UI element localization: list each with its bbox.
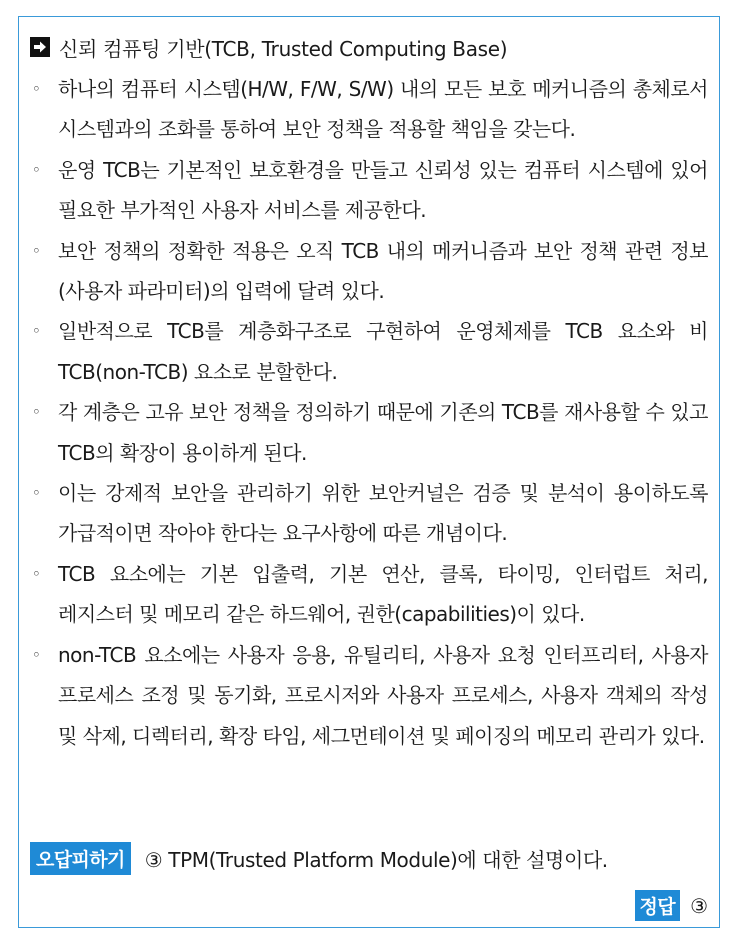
- list-item-text: 하나의 컴퓨터 시스템(H/W, F/W, S/W) 내의 모든 보호 메커니즘의 총체로서 시스템과의 조화를 통하여 보안 정책을 적용할 책임을 갖는다.: [58, 77, 708, 142]
- answer-value: ③: [690, 893, 708, 918]
- bullet-list: [30, 69, 720, 756]
- wrong-answer-text: ③ TPM(Trusted Platform Module)에 대한 설명이다.: [144, 848, 608, 872]
- bullet-marker: ◦: [32, 160, 41, 179]
- answer-badge: 정답: [635, 890, 681, 921]
- bullet-marker: ◦: [32, 241, 41, 260]
- list-item: [30, 231, 720, 312]
- list-item-text: 각 계층은 고유 보안 정책을 정의하기 때문에 기존의 TCB를 재사용할 수 있고 TCB의 확장이 용이하게 된다.: [58, 400, 708, 465]
- bullet-marker: ◦: [32, 484, 41, 503]
- wrong-answer-note: [30, 842, 608, 875]
- answer: [635, 890, 708, 921]
- list-item-text: 보안 정책의 정확한 적용은 오직 TCB 내의 메커니즘과 보안 정책 관련 정보(사용자 파라미터)의 입력에 달려 있다.: [58, 238, 708, 304]
- list-item-text: 운영 TCB는 기본적인 보호환경을 만들고 신뢰성 있는 컴퓨터 시스템에 있어 필요한 부가적인 사용자 서비스를 제공한다.: [58, 157, 708, 223]
- section-title-text: 신뢰 컴퓨팅 기반(TCB, Trusted Computing Base): [59, 36, 508, 61]
- list-item-text: 일반적으로 TCB를 계층화구조로 구현하여 운영체제를 TCB 요소와 비 TCB(non-TCB) 요소로 분할한다.: [58, 319, 708, 384]
- bullet-marker: ◦: [32, 403, 41, 422]
- list-item: [30, 473, 720, 554]
- list-item: [30, 635, 720, 756]
- list-item: [30, 392, 720, 473]
- wrong-answer-badge: 오답피하기: [30, 842, 131, 875]
- right-arrow-box-icon: [30, 37, 50, 57]
- section-title: [30, 27, 507, 67]
- list-item-text: non-TCB 요소에는 사용자 응용, 유틸리티, 사용자 요청 인터프리터, 사용자 프로세스 조정 및 동기화, 프로시저와 사용자 프로세스, 사용자 객체의 작성 및 삭제, 디렉터리, 확장 타임, 세그먼테이션 및 페이징의 메모리 관리가 있다.: [58, 642, 708, 748]
- list-item-text: 이는 강제적 보안을 관리하기 위한 보안커널은 검증 및 분석이 용이하도록 가급적이면 작아야 한다는 요구사항에 따른 개념이다.: [58, 481, 708, 546]
- list-item: [30, 311, 720, 392]
- list-item: [30, 69, 720, 150]
- bullet-marker: ◦: [32, 322, 41, 341]
- list-item: [30, 150, 720, 231]
- bullet-marker: ◦: [32, 564, 41, 583]
- list-item-text: TCB 요소에는 기본 입출력, 기본 연산, 클록, 타이밍, 인터럽트 처리, 레지스터 및 메모리 같은 하드웨어, 권한(capabilities)이 있다.: [58, 561, 708, 627]
- bullet-marker: ◦: [32, 80, 41, 98]
- list-item: [30, 554, 720, 635]
- bullet-marker: ◦: [32, 645, 41, 664]
